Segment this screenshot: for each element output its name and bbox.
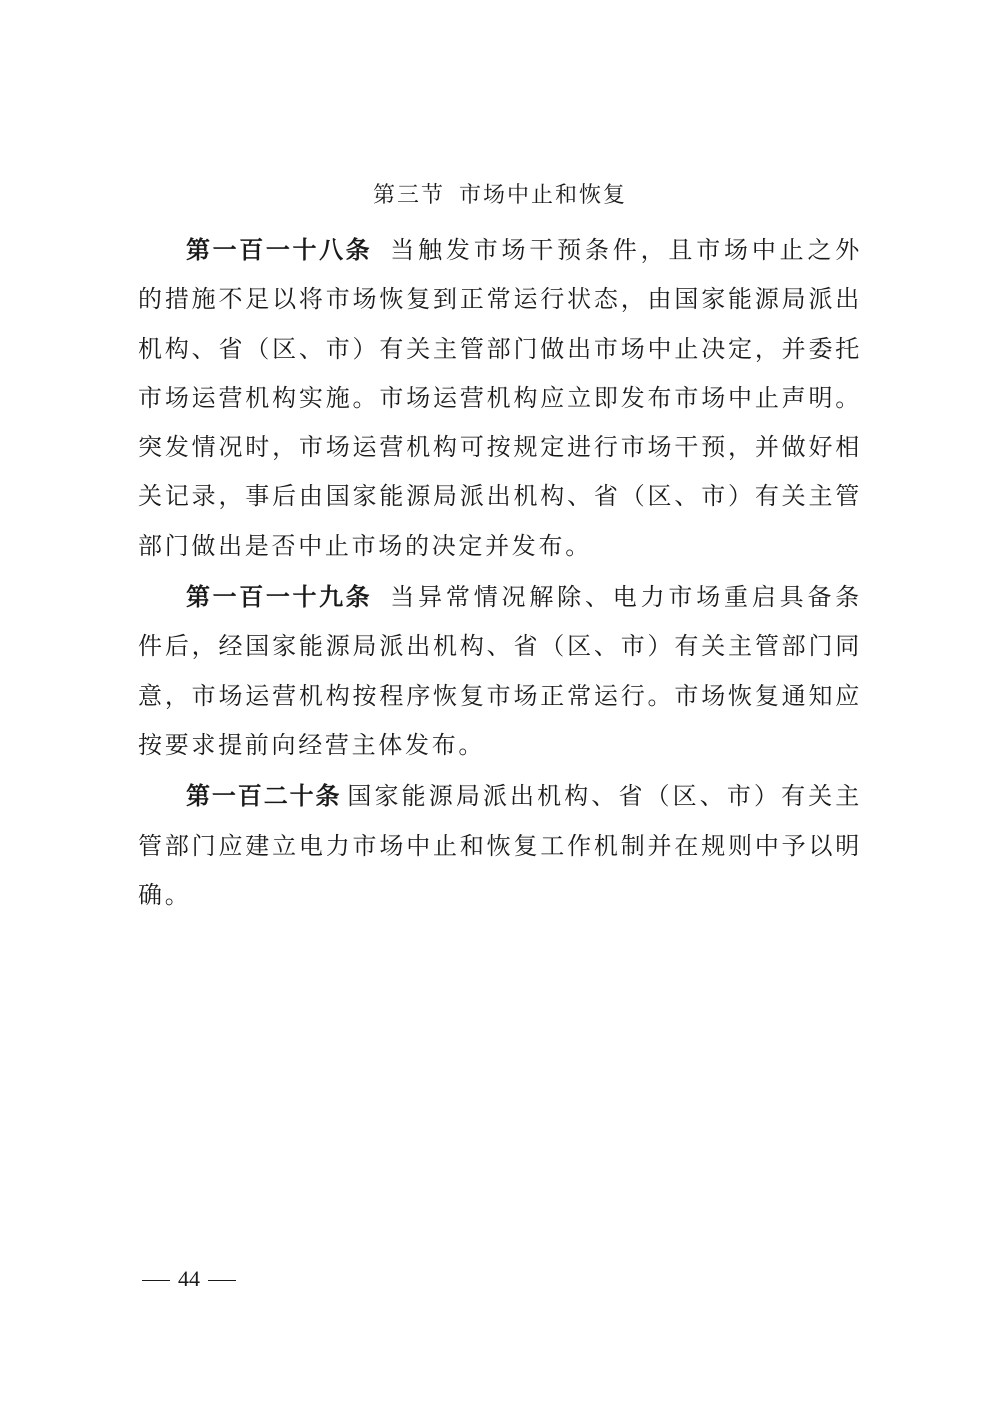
page-footer	[142, 1264, 236, 1294]
article-118	[138, 226, 862, 571]
section-title: 市场中止和恢复	[459, 183, 628, 208]
footer-dash-left	[142, 1280, 170, 1281]
article-number: 第一百二十条	[186, 782, 342, 811]
article-number: 第一百一十八条	[186, 236, 373, 264]
page-number: 44	[178, 1266, 200, 1291]
section-number: 第三节	[372, 183, 445, 208]
article-list	[138, 226, 862, 922]
article-text: 当异常情况解除、电力市场重启具备条件后，经国家能源局派出机构、省（区、市）有关主管部门同意，市场运营机构按程序恢复市场正常运行。市场恢复通知应按要求提前向经营主体发布。	[138, 583, 862, 759]
article-number: 第一百一十九条	[186, 583, 373, 612]
article-text: 当触发市场干预条件，且市场中止之外的措施不足以将市场恢复到正常运行状态，由国家能源局派出机构、省（区、市）有关主管部门做出市场中止决定，并委托市场运营机构实施。市场运营机构应立即发布市场中止声明。突发情况时，市场运营机构可按规定进行市场干预，并做好相关记录，事后由国家能源局派出机构、省（区、市）有关主管部门做出是否中止市场的决定并发布。	[138, 236, 862, 560]
footer-dash-right	[208, 1280, 236, 1281]
article-120	[138, 772, 862, 920]
article-text: 国家能源局派出机构、省（区、市）有关主管部门应建立电力市场中止和恢复工作机制并在规则中予以明确。	[138, 782, 862, 909]
section-heading	[0, 176, 1000, 216]
article-119	[138, 573, 862, 770]
